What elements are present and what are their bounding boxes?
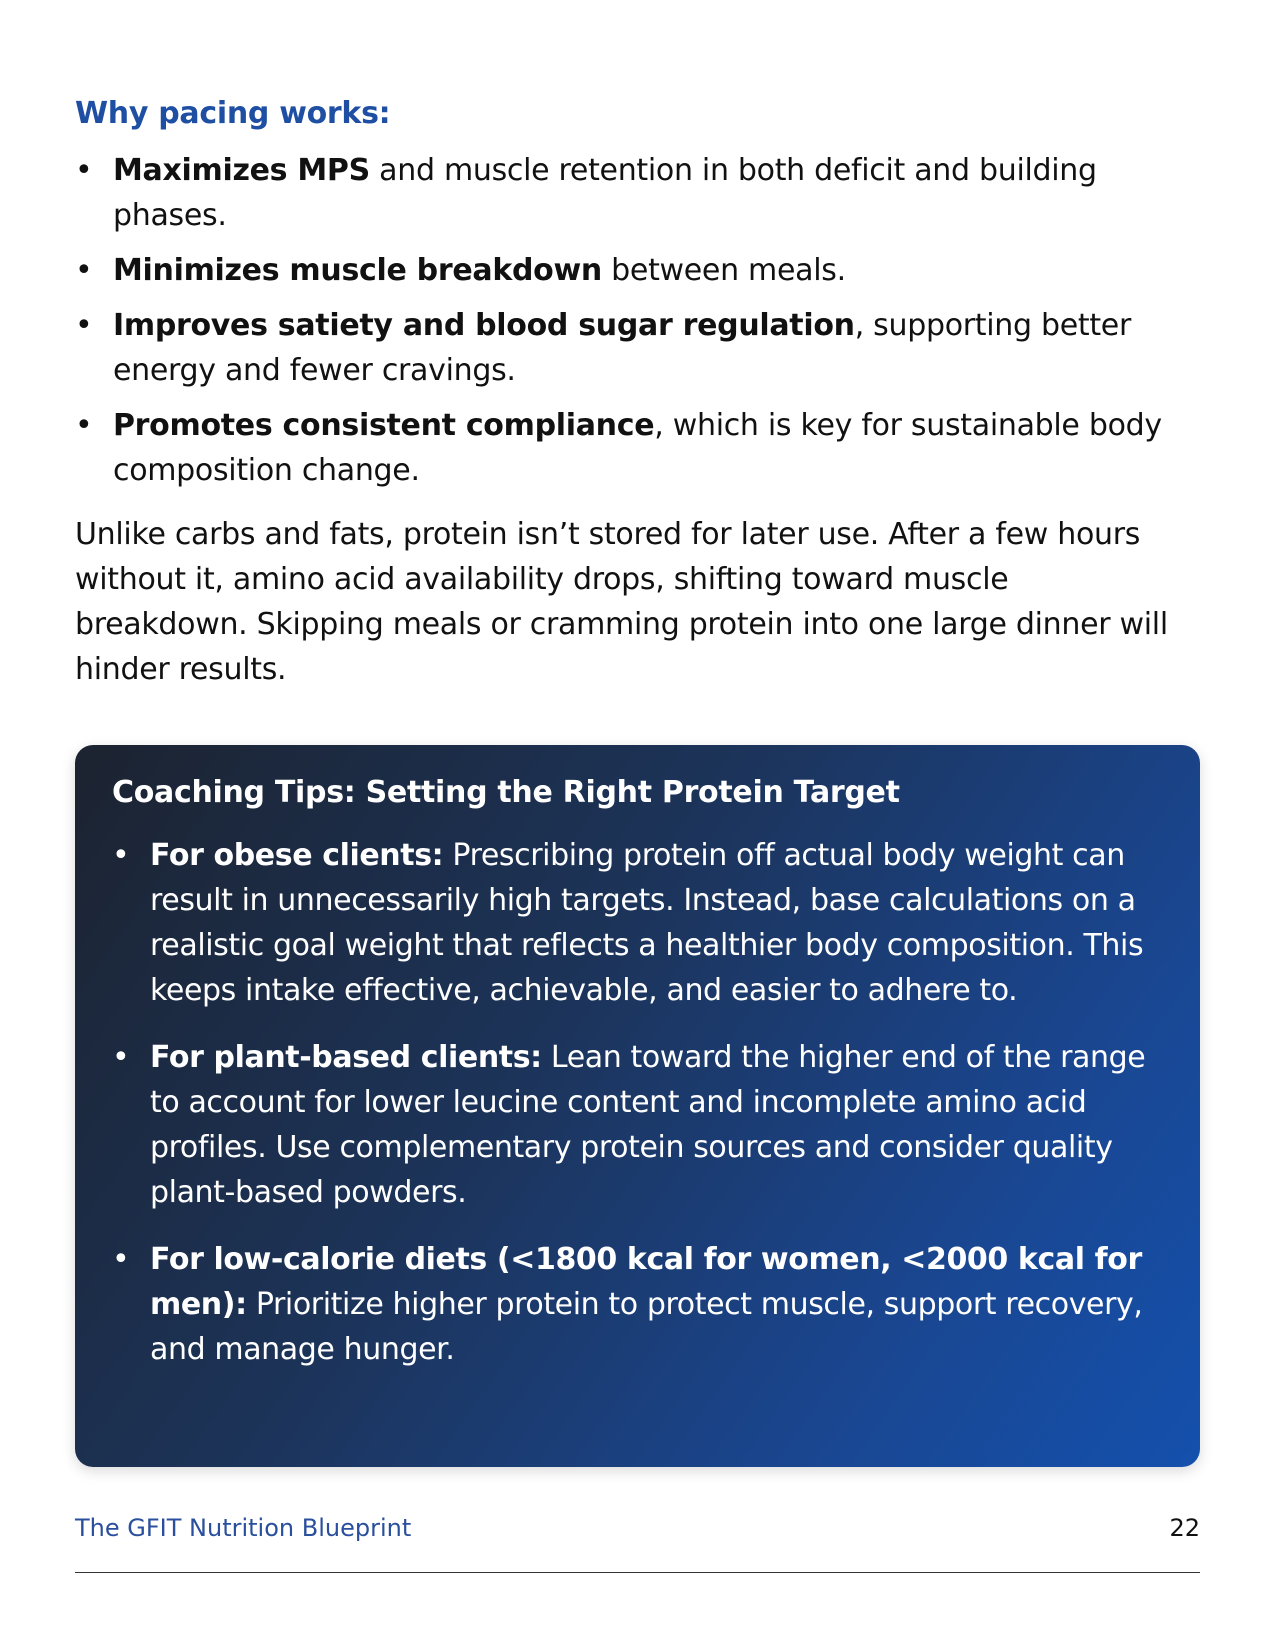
tips-title: Coaching Tips: Setting the Right Protein Target bbox=[112, 775, 900, 810]
list-item-bold: Maximizes MPS bbox=[113, 153, 370, 188]
list-item-text: , supporting better energy and fewer cravings. bbox=[113, 308, 1132, 388]
footer-divider bbox=[75, 1572, 1200, 1573]
benefits-list bbox=[75, 148, 1180, 503]
body-paragraph: Unlike carbs and fats, protein isn’t stored for later use. After a few hours without it, amino acid availability drops, shifting toward muscle breakdown. Skipping meals or cramming protein into one large dinner will hinder results. bbox=[75, 517, 1168, 687]
tip-item-bold: For obese clients: bbox=[150, 838, 444, 873]
tip-item bbox=[112, 833, 1162, 1013]
page-number: 22 bbox=[1169, 1514, 1200, 1542]
list-item bbox=[75, 403, 1180, 493]
list-item-text: , which is key for sustainable body composition change. bbox=[113, 408, 1162, 488]
list-item-text: between meals. bbox=[601, 253, 846, 288]
tip-item bbox=[112, 1035, 1162, 1215]
list-item bbox=[75, 248, 1180, 293]
tip-item-text: Prescribing protein off actual body weight can result in unnecessarily high targets. Instead, base calculations on a realistic goal weight that reflects a healthier body composition. This keeps intake effective, achievable, and easier to adhere to. bbox=[150, 838, 1144, 1008]
tip-item-bold: For low-calorie diets (<1800 kcal for women, <2000 kcal for men): bbox=[150, 1242, 1142, 1322]
list-item-bold: Promotes consistent compliance bbox=[113, 408, 655, 443]
tips-list bbox=[112, 833, 1162, 1394]
tip-item-text: Lean toward the higher end of the range to account for lower leucine content and incomplete amino acid profiles. Use complementary protein sources and consider quality plant-based powders. bbox=[150, 1040, 1146, 1210]
tip-item-text: Prioritize higher protein to protect muscle, support recovery, and manage hunger. bbox=[150, 1287, 1143, 1367]
list-item-bold: Improves satiety and blood sugar regulation bbox=[113, 308, 855, 343]
list-item bbox=[75, 303, 1180, 393]
footer-title: The GFIT Nutrition Blueprint bbox=[75, 1514, 412, 1542]
coaching-tips-box bbox=[75, 745, 1200, 1467]
tip-item bbox=[112, 1237, 1162, 1372]
list-item-bold: Minimizes muscle breakdown bbox=[113, 253, 602, 288]
section-heading: Why pacing works: bbox=[75, 96, 391, 131]
tip-item-bold: For plant-based clients: bbox=[150, 1040, 542, 1075]
list-item bbox=[75, 148, 1180, 238]
list-item-text: and muscle retention in both deficit and building phases. bbox=[113, 153, 1097, 233]
